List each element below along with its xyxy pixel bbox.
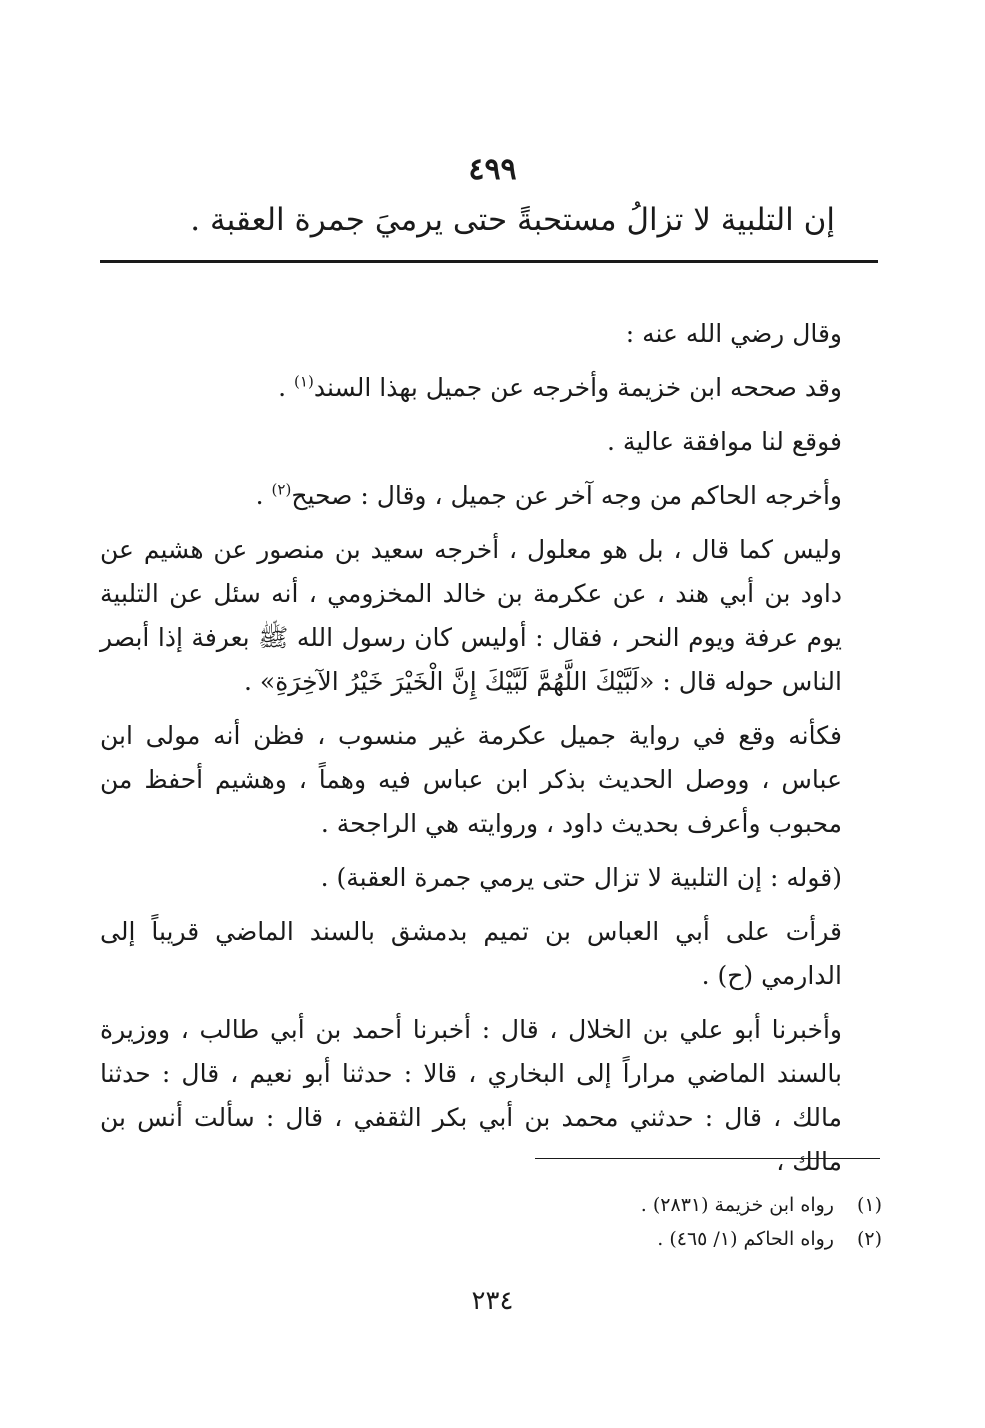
hadith-title: إن التلبية لا تزالُ مستحبةً حتى يرميَ جمرة العقبة . — [190, 202, 835, 238]
paragraph: قرأت على أبي العباس بن تميم بدمشق بالسند الماضي قريباً إلى الدارمي (ح) . — [100, 917, 842, 990]
hadith-number: ٤٩٩ — [468, 152, 517, 187]
footnote-item — [400, 1222, 882, 1256]
footnote-ref: (٢) — [271, 480, 292, 499]
title-divider — [100, 260, 878, 263]
footnote-item — [400, 1188, 882, 1222]
paragraph: وقد صححه ابن خزيمة وأخرجه عن جميل بهذا السند$^{(١)}$ . — [278, 372, 842, 402]
footnote-text: رواه الحاكم (١/ ٤٦٥) . — [657, 1228, 834, 1250]
paragraph: فكأنه وقع في رواية جميل عكرمة غير منسوب ، فظن أنه مولى ابن عباس ، ووصل الحديث بذكر ابن عباس فيه وهماً ، وهشيم أحفظ من محبوب وأعرف بحديث داود ، وروايته هي الراجحة . — [100, 721, 842, 838]
footnote-text: رواه ابن خزيمة (٢٨٣١) . — [640, 1194, 834, 1216]
paragraph: وليس كما قال ، بل هو معلول ، أخرجه سعيد بن منصور عن هشيم عن داود بن أبي هند ، عن عكرمة بن خالد المخزومي ، أنه سئل عن التلبية يوم عرفة ويوم النحر ، فقال : أوليس كان رسول الله ﷺ بعرفة إذا أبصر الناس حوله قال : «لَبَّيْكَ اللَّهُمَّ لَبَّيْكَ إِنَّ الْخَيْرَ خَيْرُ الآخِرَةِ» . — [100, 535, 842, 696]
paragraph: وأخبرنا أبو علي بن الخلال ، قال : أخبرنا أحمد بن أبي طالب ، ووزيرة بالسند الماضي مراراً إلى البخاري ، قالا : حدثنا أبو نعيم ، قال : حدثنا مالك ، قال : حدثني محمد بن أبي بكر الثقفي ، قال : سألت أنس بن مالك ، — [100, 1015, 842, 1176]
paragraph: (قوله : إن التلبية لا تزال حتى يرمي جمرة العقبة) . — [320, 863, 842, 892]
paragraph: وقال رضي الله عنه : — [625, 319, 842, 348]
footnote-ref: (١) — [294, 372, 314, 391]
page-number: ٢٣٤ — [471, 1286, 514, 1316]
footnotes — [400, 1188, 882, 1256]
footnote-number: (٢) — [856, 1228, 882, 1250]
main-text — [100, 312, 842, 1194]
paragraph: وأخرجه الحاكم من وجه آخر عن جميل ، وقال : صحيح$^{(٢)}$ . — [255, 480, 842, 510]
footnote-divider — [535, 1158, 880, 1159]
paragraph: فوقع لنا موافقة عالية . — [607, 427, 842, 456]
footnote-number: (١) — [856, 1194, 882, 1216]
